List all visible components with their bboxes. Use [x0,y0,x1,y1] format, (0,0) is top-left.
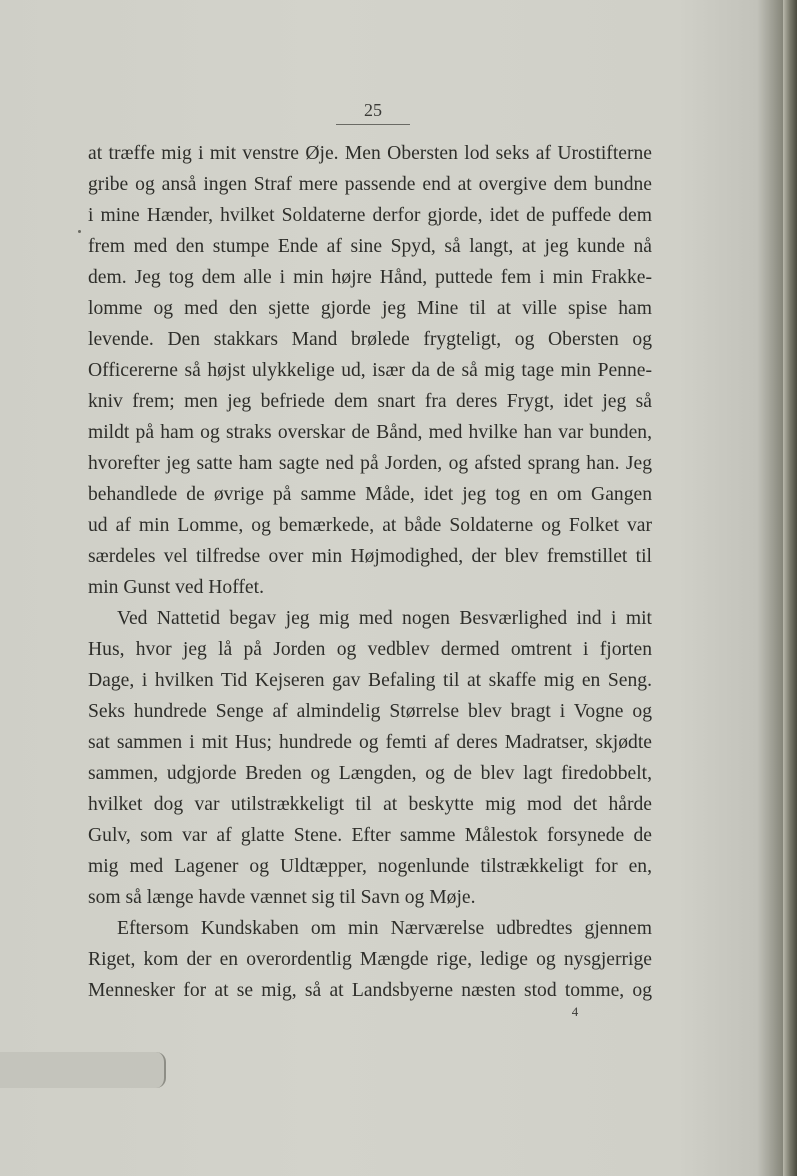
text-line: behandlede de øvrige på samme Måde, idet jeg tog en om Gangen [88,484,652,505]
text-line: Dage, i hvilken Tid Kejseren gav Befaling til at skaffe mig en Seng. [88,670,652,691]
page-number: 25 [364,100,382,120]
header-rule [336,124,410,125]
text-line: dem. Jeg tog dem alle i min højre Hånd, puttede fem i min Frakke- [88,267,652,288]
text-line: Ved Nattetid begav jeg mig med nogen Besværlighed ind i mit [117,608,652,629]
text-line: gribe og anså ingen Straf mere passende end at overgive dem bundne [88,174,652,195]
paper-speck [78,230,81,233]
text-line: Hus, hvor jeg lå på Jorden og vedblev dermed omtrent i fjorten [88,639,652,660]
text-line: levende. Den stakkars Mand brølede frygteligt, og Obersten og [88,329,652,350]
text-line: min Gunst ved Hoffet. [88,577,264,598]
body-text [88,138,652,1006]
text-line: Eftersom Kundskaben om min Nærværelse udbredtes gjennem [117,918,652,939]
text-line: mildt på ham og straks overskar de Bånd, med hvilke han var bunden, [88,422,652,443]
text-line: som så længe havde vænnet sig til Savn og Møje. [88,887,476,908]
text-line: mig med Lagener og Uldtæpper, nogenlunde tilstrækkeligt for en, [88,856,652,877]
text-line: at træffe mig i mit venstre Øje. Men Obersten lod seks af Urostifterne [88,143,652,164]
text-line: sat sammen i mit Hus; hundrede og femti af deres Madratser, skjødte [88,732,652,753]
text-line: Seks hundrede Senge af almindelig Størrelse blev bragt i Vogne og [88,701,652,722]
text-line: særdeles vel tilfredse over min Højmodighed, der blev fremstillet til [88,546,652,567]
signature-mark: 4 [571,1004,579,1019]
text-line: i mine Hænder, hvilket Soldaterne derfor gjorde, idet de puffede dem [88,205,652,226]
text-line: kniv frem; men jeg befriede dem snart fra deres Frygt, idet jeg så [88,391,652,412]
page-edge-shadow [783,0,797,1176]
binding-tab [0,1052,166,1088]
text-line: Riget, kom der en overordentlig Mængde rige, ledige og nysgjerrige [88,949,652,970]
text-line: Gulv, som var af glatte Stene. Efter samme Målestok forsynede de [88,825,652,846]
text-line: lomme og med den sjette gjorde jeg Mine til at ville spise ham [88,298,652,319]
text-line: sammen, udgjorde Breden og Længden, og de blev lagt firedobbelt, [88,763,652,784]
text-line: hvorefter jeg satte ham sagte ned på Jorden, og afsted sprang han. Jeg [88,453,652,474]
text-line: Officererne så højst ulykkelige ud, især da de så mig tage min Penne- [88,360,652,381]
text-line: hvilket dog var utilstrækkeligt til at beskytte mig mod det hårde [88,794,652,815]
text-line: ud af min Lomme, og bemærkede, at både Soldaterne og Folket var [88,515,652,536]
text-line: frem med den stumpe Ende af sine Spyd, så langt, at jeg kunde nå [88,236,652,257]
text-line: Mennesker for at se mig, så at Landsbyerne næsten stod tomme, og [88,980,652,1001]
